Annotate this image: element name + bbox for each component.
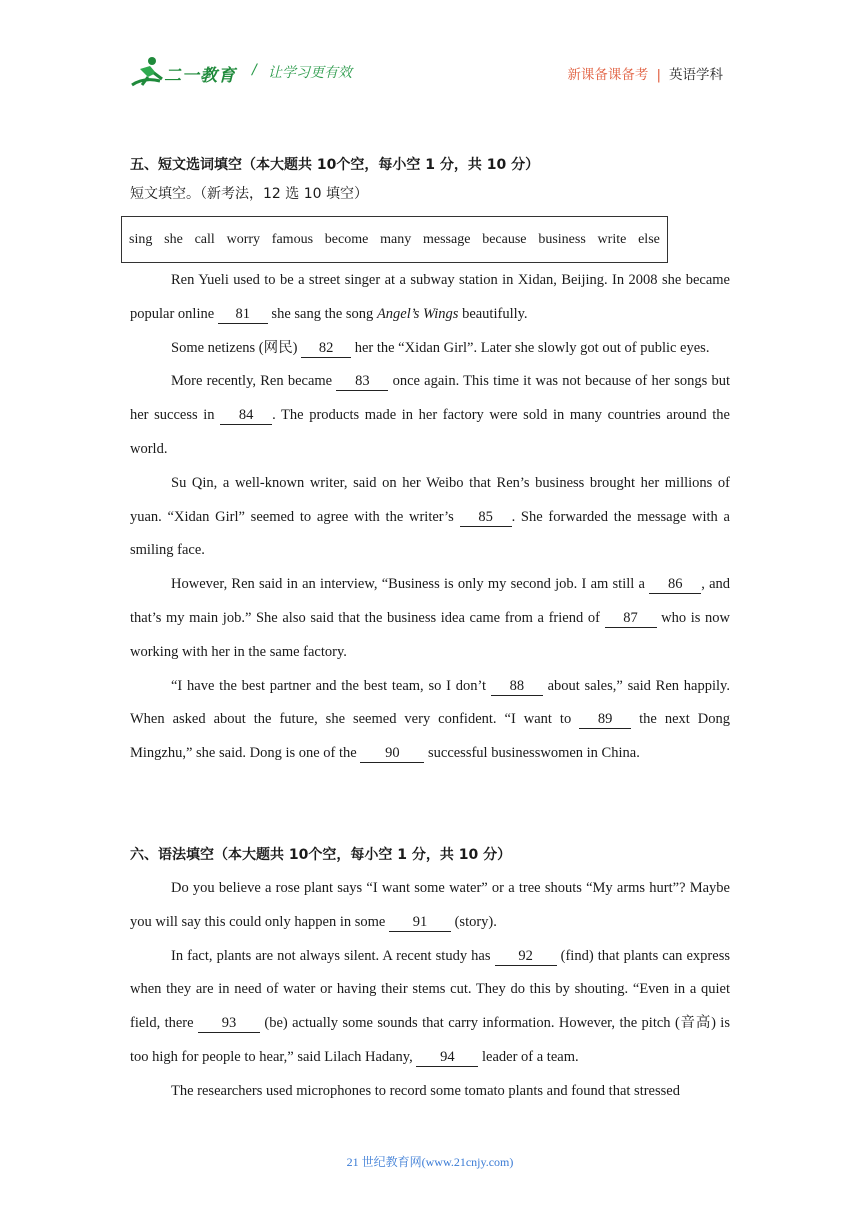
text-run: her the “Xidan Girl”. Later she slowly got out of public eyes. <box>351 339 710 356</box>
header-subject-label: 英语学科 <box>669 67 723 83</box>
blank-93: 93 <box>198 1014 260 1033</box>
text-run: Su Qin, a well-known writer, said on her Weibo that Ren’s business brought her millions of yuan. “Xidan Girl” seemed to agree with the writer’s <box>130 474 730 525</box>
text-run: (be) actually some sounds that carry information. However, the pitch (音高) is too high for people to hear,” said Lilach Hadany, <box>130 1015 730 1065</box>
text-run: (story). <box>450 913 497 930</box>
page-header <box>0 0 860 110</box>
text-run: the next Dong Mingzhu,” she said. Dong is one of the <box>130 711 730 762</box>
word-bank-item: worry <box>226 231 261 247</box>
logo <box>130 55 250 89</box>
paragraph <box>130 1075 730 1109</box>
text-run: Some netizens (网民) <box>171 339 302 356</box>
word-bank-item: become <box>324 231 369 247</box>
runner-logo-icon <box>130 55 166 89</box>
text-run: about sales,” said Ren happily. When asked about the future, she seemed very confident. “I want to <box>130 677 730 728</box>
header-right <box>567 63 723 83</box>
paragraph <box>130 872 730 940</box>
text-run: More recently, Ren became <box>171 373 337 390</box>
word-bank-item: famous <box>271 231 314 247</box>
word-bank-item: sing <box>129 231 153 247</box>
section5-passage <box>130 264 730 771</box>
word-bank-item: else <box>638 231 660 247</box>
text-run: who is now working with her in the same factory. <box>130 609 730 660</box>
word-bank-item: she <box>164 231 183 247</box>
section5-title: 五、短文选词填空（本大题共 10个空，每小空 1 分，共 10 分） <box>130 157 540 173</box>
text-run: “I have the best partner and the best team, so I don’t <box>171 677 491 694</box>
text-run: However, Ren said in an interview, “Business is only my second job. I am still a <box>171 576 650 593</box>
blank-88: 88 <box>491 677 543 696</box>
blank-81: 81 <box>218 305 268 324</box>
blank-82: 82 <box>301 339 351 358</box>
paragraph <box>130 568 730 669</box>
logo-text: 二一教育 <box>164 66 236 86</box>
blank-89: 89 <box>579 710 631 729</box>
section6-passage <box>130 872 730 1109</box>
text-run: once again. This time it was not because of her songs but her success in <box>130 373 730 424</box>
word-bank-item: call <box>194 231 215 247</box>
word-bank-item: because <box>482 231 527 247</box>
word-bank-item: write <box>597 231 627 247</box>
header-course-label: 新课备课备考 <box>567 67 649 83</box>
text-run: . She forwarded the message with a smiling face. <box>130 508 730 559</box>
word-bank-item: message <box>423 231 471 247</box>
song-title: Angel’s Wings <box>376 305 459 322</box>
paragraph <box>130 670 730 771</box>
paragraph <box>130 332 730 366</box>
blank-85: 85 <box>460 508 512 527</box>
text-run: The researchers used microphones to record some tomato plants and found that stressed <box>171 1082 680 1099</box>
document-body <box>129 150 730 1099</box>
blank-84: 84 <box>220 406 272 425</box>
text-run: Do you believe a rose plant says “I want some water” or a tree shouts “My arms hurt”? Maybe you will say this could only happen in some <box>130 880 730 930</box>
blank-92: 92 <box>495 947 557 966</box>
text-run: Ren Yueli used to be a street singer at a subway station in Xidan, Beijing. In 2008 she became popular online <box>130 272 730 322</box>
word-bank-item: many <box>380 231 412 247</box>
blank-91: 91 <box>389 913 451 932</box>
text-run: successful businesswomen in China. <box>424 745 640 762</box>
paragraph <box>130 264 730 332</box>
paragraph <box>130 467 730 568</box>
header-divider: | <box>656 67 661 83</box>
section5-note: 短文填空。（新考法，12 选 10 填空） <box>130 186 368 202</box>
blank-83: 83 <box>336 372 388 391</box>
blank-90: 90 <box>360 744 424 763</box>
blank-94: 94 <box>416 1048 478 1067</box>
word-bank-item: business <box>538 231 586 247</box>
slogan: 让学习更有效 <box>268 65 352 81</box>
page-footer: 21 世纪教育网(www.21cnjy.com) <box>346 1155 514 1169</box>
paragraph <box>130 940 730 1075</box>
slogan-separator: / <box>252 62 257 78</box>
section6-title: 六、语法填空（本大题共 10个空，每小空 1 分，共 10 分） <box>130 847 512 863</box>
paragraph <box>130 365 730 466</box>
text-run: In fact, plants are not always silent. A recent study has <box>171 947 495 964</box>
text-run: . The products made in her factory were sold in many countries around the world. <box>130 407 730 457</box>
text-run: , and that’s my main job.” She also said that the business idea came from a friend of <box>130 576 730 626</box>
text-run: (find) that plants can express when they are in need of water or having their stems cut. They do this by shouting. “Even in a quiet field, there <box>130 947 730 1032</box>
blank-87: 87 <box>605 609 657 628</box>
text-run: beautifully. <box>458 305 528 322</box>
word-bank <box>121 216 668 263</box>
text-run: leader of a team. <box>478 1048 579 1065</box>
blank-86: 86 <box>649 575 701 594</box>
text-run: she sang the song <box>267 305 377 322</box>
